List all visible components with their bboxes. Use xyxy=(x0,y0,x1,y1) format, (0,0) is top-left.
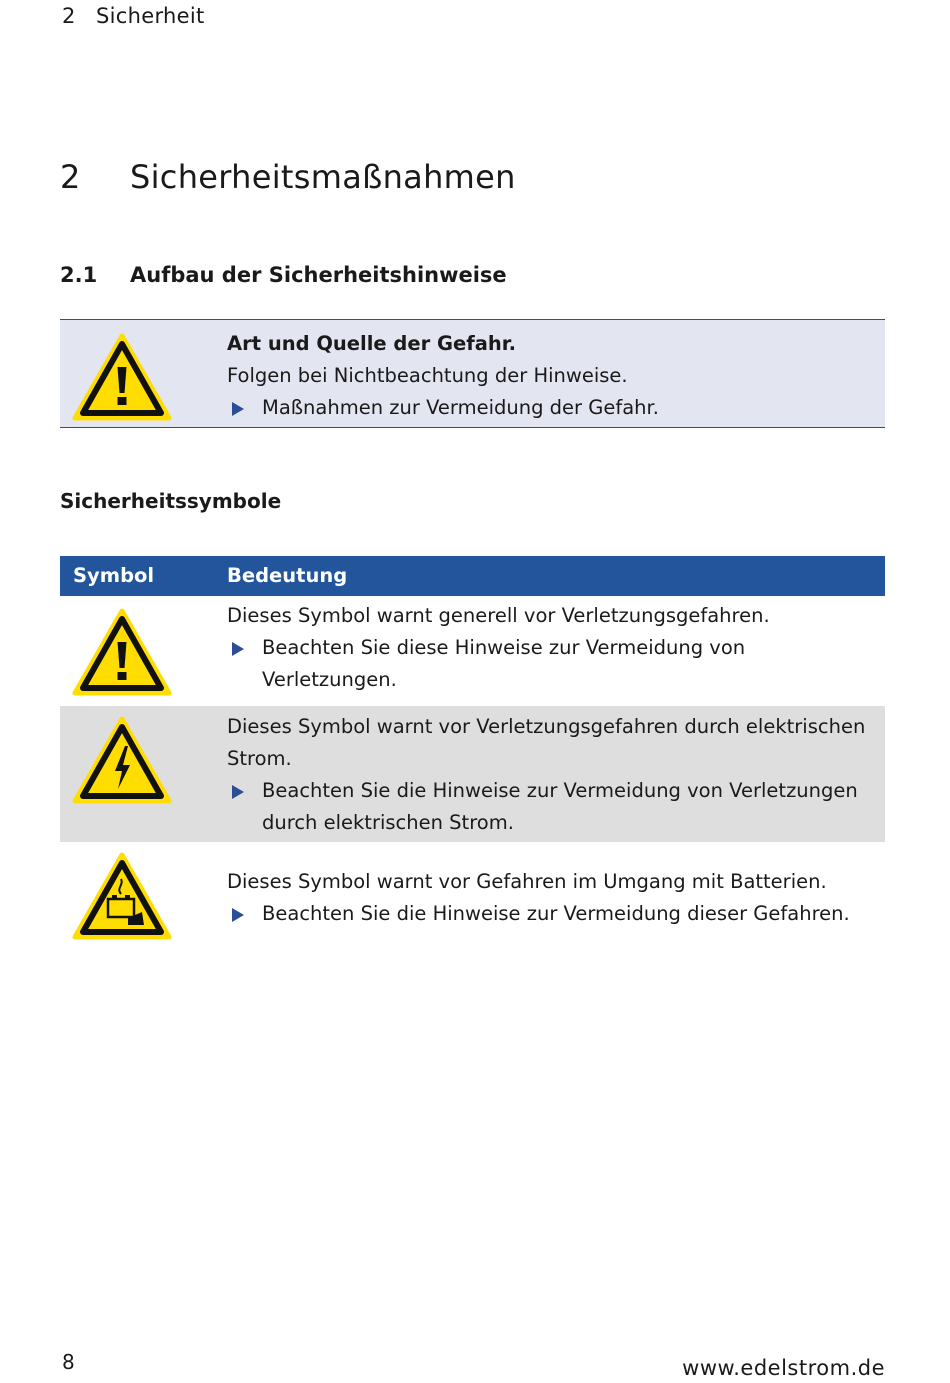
warning-exclamation-icon xyxy=(72,608,172,706)
chapter-number: 2 xyxy=(60,158,81,196)
row-measure-text: Beachten Sie diese Hinweise zur Vermeidung von Verletzungen. xyxy=(262,636,746,691)
row-measure xyxy=(227,632,873,696)
warning-exclamation-icon xyxy=(72,333,172,425)
row-meaning xyxy=(227,600,873,696)
table-row xyxy=(60,706,885,842)
row-meaning xyxy=(227,866,873,930)
bullet-arrow-icon xyxy=(232,642,244,656)
chapter-title xyxy=(60,158,516,196)
running-header-label: Sicherheit xyxy=(96,4,205,28)
electric-hazard-icon xyxy=(72,716,172,814)
section-number: 2.1 xyxy=(60,263,98,287)
notice-text xyxy=(227,328,659,424)
running-header-number: 2 xyxy=(62,4,76,28)
running-header xyxy=(62,4,205,28)
row-measure-text: Beachten Sie die Hinweise zur Vermeidung dieser Gefahren. xyxy=(262,902,850,925)
page-number: 8 xyxy=(62,1350,75,1374)
column-header-symbol: Symbol xyxy=(73,564,155,587)
section-title xyxy=(60,263,507,287)
notice-hazard-source: Art und Quelle der Gefahr. xyxy=(227,332,516,355)
section-title-text: Aufbau der Sicherheitshinweise xyxy=(130,263,507,287)
row-measure-text: Beachten Sie die Hinweise zur Vermeidung von Verletzungen durch elektrischen Strom. xyxy=(262,779,858,834)
row-measure xyxy=(227,775,873,839)
table-header xyxy=(60,556,885,596)
table-row xyxy=(60,596,885,706)
table-row xyxy=(60,842,885,946)
bullet-arrow-icon xyxy=(232,908,244,922)
symbols-heading: Sicherheitssymbole xyxy=(60,489,282,513)
row-meaning xyxy=(227,711,873,839)
bullet-arrow-icon xyxy=(232,785,244,799)
column-header-meaning: Bedeutung xyxy=(227,564,348,587)
safety-symbols-table xyxy=(60,556,885,946)
notice-measure xyxy=(227,392,659,424)
safety-notice-box xyxy=(60,319,885,428)
row-description: Dieses Symbol warnt vor Gefahren im Umgang mit Batterien. xyxy=(227,870,827,893)
chapter-title-text: Sicherheitsmaßnahmen xyxy=(130,158,516,196)
row-description: Dieses Symbol warnt vor Verletzungsgefahren durch elektrischen Strom. xyxy=(227,715,866,770)
notice-measure-text: Maßnahmen zur Vermeidung der Gefahr. xyxy=(262,396,659,419)
footer-url: www.edelstrom.de xyxy=(682,1356,885,1380)
battery-hazard-icon xyxy=(72,852,172,950)
row-measure xyxy=(227,898,873,930)
row-description: Dieses Symbol warnt generell vor Verletzungsgefahren. xyxy=(227,604,770,627)
bullet-arrow-icon xyxy=(232,402,244,416)
notice-consequences: Folgen bei Nichtbeachtung der Hinweise. xyxy=(227,364,628,387)
